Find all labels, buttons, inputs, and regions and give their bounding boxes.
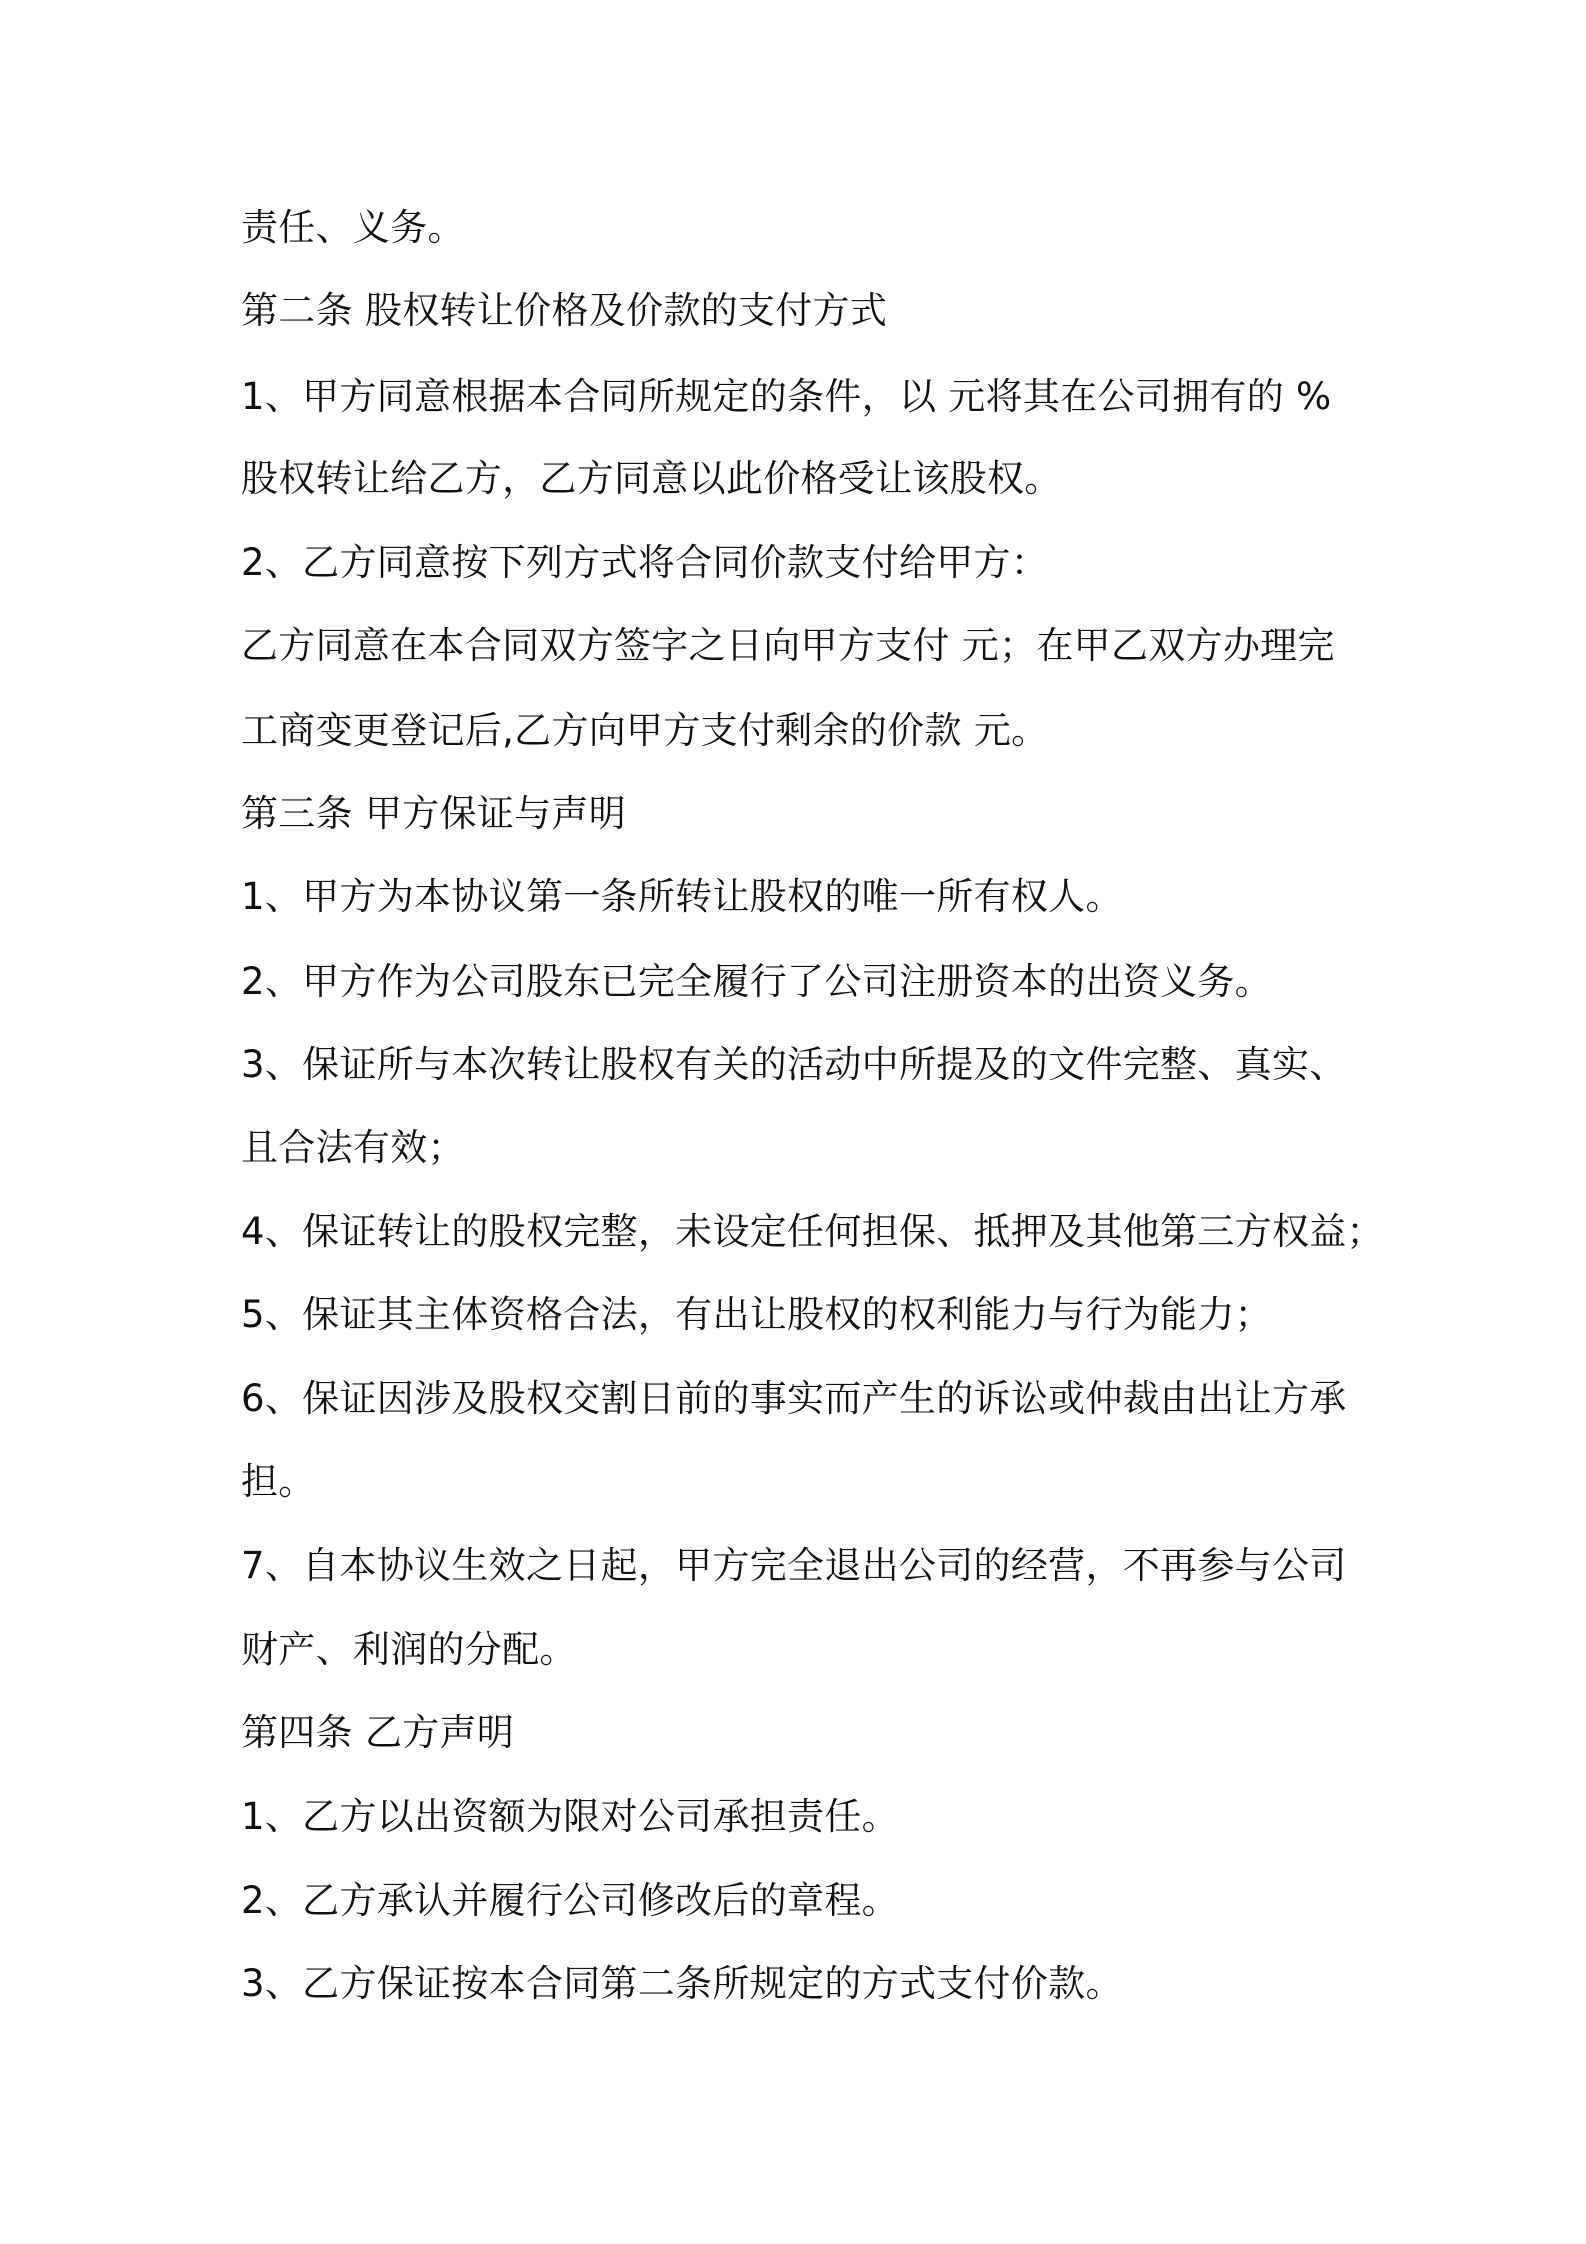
text-line-14: 5、保证其主体资格合法，有出让股权的权利能力与行为能力；	[241, 1293, 1272, 1336]
article-4-heading: 第四条 乙方声明	[241, 1711, 515, 1754]
article-2-heading: 第二条 股权转让价格及价款的支付方式	[241, 289, 888, 332]
text-line-4: 股权转让给乙方，乙方同意以此价格受让该股权。	[241, 457, 1062, 500]
text-line-13: 4、保证转让的股权完整，未设定任何担保、抵押及其他第三方权益；	[241, 1210, 1384, 1253]
text-line-11: 3、保证所与本次转让股权有关的活动中所提及的文件完整、真实、	[241, 1043, 1347, 1086]
text-line-12: 且合法有效；	[241, 1126, 465, 1169]
text-line-15: 6、保证因涉及股权交割日前的事实而产生的诉讼或仲裁由出让方承	[241, 1377, 1347, 1420]
text-line-17: 7、自本协议生效之日起，甲方完全退出公司的经营，不再参与公司	[241, 1544, 1347, 1587]
text-line-5: 2、乙方同意按下列方式将合同价款支付给甲方：	[241, 541, 1049, 584]
text-line-3: 1、甲方同意根据本合同所规定的条件，以 元将其在公司拥有的 %	[241, 375, 1332, 418]
article-3-heading: 第三条 甲方保证与声明	[241, 792, 627, 835]
text-line-21: 2、乙方承认并履行公司修改后的章程。	[241, 1879, 899, 1922]
text-line-16: 担。	[241, 1460, 316, 1503]
text-line-6: 乙方同意在本合同双方签字之日向甲方支付 元；在甲乙双方办理完	[241, 624, 1335, 667]
text-line-7: 工商变更登记后,乙方向甲方支付剩余的价款 元。	[241, 709, 1049, 752]
text-line-20: 1、乙方以出资额为限对公司承担责任。	[241, 1795, 899, 1838]
text-line-18: 财产、利润的分配。	[241, 1628, 577, 1671]
text-line-10: 2、甲方作为公司股东已完全履行了公司注册资本的出资义务。	[241, 960, 1272, 1003]
text-line-1: 责任、义务。	[241, 206, 465, 249]
text-line-22: 3、乙方保证按本合同第二条所规定的方式支付价款。	[241, 1962, 1123, 2005]
text-line-9: 1、甲方为本协议第一条所转让股权的唯一所有权人。	[241, 875, 1123, 918]
